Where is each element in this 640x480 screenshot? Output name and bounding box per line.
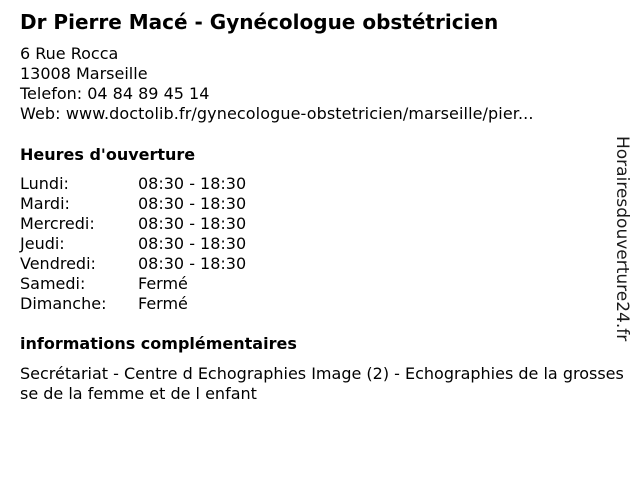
page-title: Dr Pierre Macé - Gynécologue obstétricien [20, 10, 499, 34]
time-value: Fermé [138, 274, 188, 293]
hours-row-wednesday [20, 214, 320, 234]
hours-row-thursday [20, 234, 320, 254]
city-address: 13008 Marseille [20, 64, 148, 83]
hours-row-monday [20, 174, 320, 194]
phone-number: Telefon: 04 84 89 45 14 [20, 84, 210, 103]
additional-info-heading: informations complémentaires [20, 334, 297, 353]
hours-row-friday [20, 254, 320, 274]
hours-row-sunday [20, 294, 320, 314]
street-address: 6 Rue Rocca [20, 44, 119, 63]
time-value: 08:30 - 18:30 [138, 214, 247, 233]
time-value: 08:30 - 18:30 [138, 174, 247, 193]
day-label: Mercredi: [20, 214, 95, 233]
opening-hours-table [20, 174, 320, 314]
day-label: Lundi: [20, 174, 69, 193]
day-label: Dimanche: [20, 294, 107, 313]
hours-row-tuesday [20, 194, 320, 214]
watermark [611, 136, 633, 348]
day-label: Jeudi: [20, 234, 65, 253]
day-label: Mardi: [20, 194, 70, 213]
time-value: Fermé [138, 294, 188, 313]
website-link[interactable]: Web: www.doctolib.fr/gynecologue-obstetricien/marseille/pier... [20, 104, 534, 123]
time-value: 08:30 - 18:30 [138, 254, 247, 273]
address-block [20, 44, 534, 124]
time-value: 08:30 - 18:30 [138, 234, 247, 253]
day-label: Samedi: [20, 274, 86, 293]
opening-hours-heading: Heures d'ouverture [20, 145, 196, 164]
day-label: Vendredi: [20, 254, 96, 273]
additional-info-text: Secrétariat - Centre d Echographies Image (2) - Echographies de la grossesse de la femme et de l enfant [20, 364, 624, 403]
time-value: 08:30 - 18:30 [138, 194, 247, 213]
hours-row-saturday [20, 274, 320, 294]
watermark-text: Horairesdouverture24.fr [612, 136, 632, 342]
